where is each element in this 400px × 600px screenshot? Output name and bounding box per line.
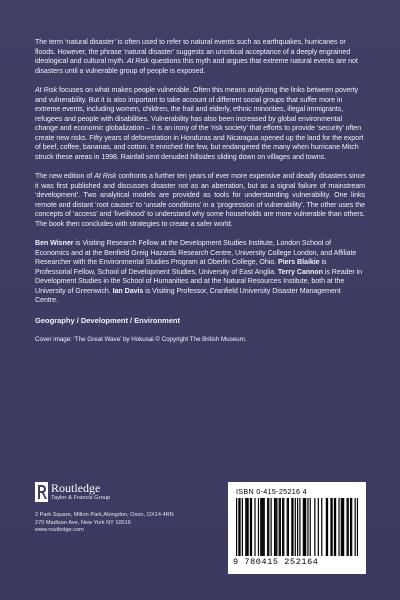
blurb-text: questions this myth and argues that extreme natural events are not disasters until a vulnerable group of people is exposed. [35, 57, 358, 75]
barcode-bar [288, 498, 289, 556]
barcode-bar [346, 498, 347, 556]
book-title-italic: At Risk [35, 86, 58, 94]
barcode-bar [236, 498, 237, 556]
barcode-bar [291, 498, 292, 556]
publisher-logo [35, 482, 174, 502]
author-bios [35, 239, 365, 306]
barcode-bar [274, 498, 275, 556]
author-bio-text: is Reader in Development Studies in the School of Humanities and at the Natural Resources Institute, both at the University of Greenwich. [35, 267, 363, 295]
address-line: 2 Park Square, Milton Park,Abingdon, Oxon, OX14 4RN [35, 512, 174, 518]
publisher-address [35, 512, 174, 535]
barcode-bar [275, 498, 276, 556]
barcode-bar [314, 498, 315, 556]
barcode-bar [351, 498, 352, 556]
publisher-name: Routledge [51, 481, 101, 495]
barcode-bar [307, 498, 308, 556]
barcode-bar [295, 498, 296, 556]
barcode-bar [238, 498, 239, 556]
barcode-bar [342, 498, 343, 556]
barcode-bar [282, 498, 283, 556]
author-name: Ian Davis [112, 286, 144, 295]
blurb-text: focuses on what makes people vulnerable. Often this means analyzing the links between poverty and vulnerability. But it is also important to take account of different social groups that suffer more in extreme events, including women, children, the frail and elderly, ethnic minorities, illegal immigrants, refugees and people with disabilities. Vulnerability has also been increased by global environmental change and economic globalization – it is an irony of the ‘risk society’ that efforts to provide ‘security’ often create new risks. Fifty years of deforestation in Honduras and Nicaragua opened up the land for the export of beef, coffee, bananas, and cotton. It enriched the few, but endangered the many when hurricane Mitch struck these areas in 1998. Rainfall sent denuded hillsides sliding down on villages and towns. [35, 86, 364, 161]
barcode-bar [310, 498, 311, 556]
cover-footer [35, 482, 365, 577]
barcode-bar [287, 498, 288, 556]
barcode-bar [260, 498, 261, 556]
barcode-bar [357, 498, 358, 556]
publisher-website: www.routledge.com [35, 527, 84, 534]
barcode-bar [254, 498, 255, 556]
author-bio-text: is Visiting Professor, Cranfield University Disaster Management Centre. [35, 286, 341, 304]
barcode-bar [304, 498, 305, 556]
subject-categories: Geography / Development / Environment [35, 315, 180, 325]
barcode-bar [242, 498, 243, 556]
barcode-bar [246, 498, 247, 556]
barcode-bar [245, 498, 246, 556]
routledge-r-icon [35, 482, 48, 502]
barcode-bar [258, 498, 259, 556]
barcode-bar [251, 498, 252, 556]
barcode-bar [321, 498, 322, 556]
barcode-bar [250, 498, 251, 556]
barcode-bar [279, 498, 280, 556]
barcode-bar [348, 498, 349, 556]
barcode-bar [239, 498, 240, 556]
barcode-bar [297, 498, 298, 556]
barcode-bars [236, 498, 358, 558]
barcode-digits: 9 780415 252164 [233, 557, 319, 567]
barcode-bar [355, 498, 356, 556]
book-title-italic: At Risk [94, 172, 117, 180]
isbn-label: ISBN 0-415-25216 4 [236, 487, 307, 496]
barcode-bar [268, 498, 269, 556]
book-title-italic: At Risk [126, 57, 150, 65]
author-bio-text: is Visiting Research Fellow at the Development Studies Institute, London School of Economics and at the Benfield Greig Hazards Research Centre, University College London, and Affiliate Researcher with the Environmental Studies Program at Oberlin College, Ohio. [35, 239, 357, 266]
barcode-bar [338, 498, 339, 556]
blurb-text: confronts a further ten years of ever more expensive and deadly disasters since it was first published and discusses disaster not as an aberration, but as a signal failure of mainstream ‘development’. Two analytical models are provided as tools for understanding vulnerability. One links remote and distant ‘root causes’ to ‘unsafe conditions’ in a ‘progression of vulnerability’. The other uses the concepts of ‘access’ and ‘livelihood’ to understand why some households are more vulnerable than others. The book then concludes with strategies to create a safer world. [35, 172, 365, 228]
author-name: Ben Wisner [35, 239, 74, 247]
barcode-bar [332, 498, 333, 556]
blurb-paragraph-3 [35, 172, 365, 229]
author-bio-text: is Professorial Fellow, School of Development Studies, University of East Anglia. [35, 258, 327, 276]
barcode-bar [248, 498, 249, 556]
barcode-bar [276, 498, 277, 556]
barcode-bar [341, 498, 342, 556]
blurb-text: The new edition of [35, 172, 95, 180]
author-name: Piers Blaikie [278, 258, 320, 266]
barcode-bar [318, 498, 319, 556]
publisher-group: Taylor & Francis Group [51, 495, 111, 501]
barcode-bar [280, 498, 281, 556]
barcode-bar [271, 498, 272, 556]
barcode-bar [305, 498, 306, 556]
author-name: Terry Cannon [277, 267, 323, 276]
publisher-block [35, 482, 174, 535]
cover-image-credit: Cover image: ‘The Great Wave’ by Hokusai © Copyright The British Museum. [35, 335, 247, 343]
barcode-bar [303, 498, 304, 556]
barcode-bar [334, 498, 335, 556]
barcode-bar [299, 498, 300, 556]
isbn-barcode [228, 482, 366, 574]
barcode-bar [292, 498, 293, 556]
barcode-bar [283, 498, 284, 556]
barcode-bar [327, 498, 328, 556]
blurb-content [35, 38, 365, 344]
barcode-bar [261, 498, 262, 556]
barcode-bar [267, 498, 268, 556]
barcode-bar [330, 498, 331, 556]
blurb-paragraph-2 [35, 86, 365, 162]
blurb-text: The term ‘natural disaster’ is often used to refer to natural events such as earthquakes, hurricanes or floods. However, the phrase ‘natural disaster’ suggests an uncritical acceptance of a deeply engrained ideological and cultural myth. [35, 38, 351, 65]
barcode-bar [262, 498, 263, 556]
address-line: 270 Madison Ave, New York NY 10016 [35, 519, 131, 526]
barcode-bar [343, 498, 344, 556]
barcode-bar [350, 498, 351, 556]
blurb-paragraph-1 [35, 38, 365, 76]
barcode-bar [335, 498, 336, 556]
barcode-bar [264, 498, 265, 556]
barcode-bar [326, 498, 327, 556]
